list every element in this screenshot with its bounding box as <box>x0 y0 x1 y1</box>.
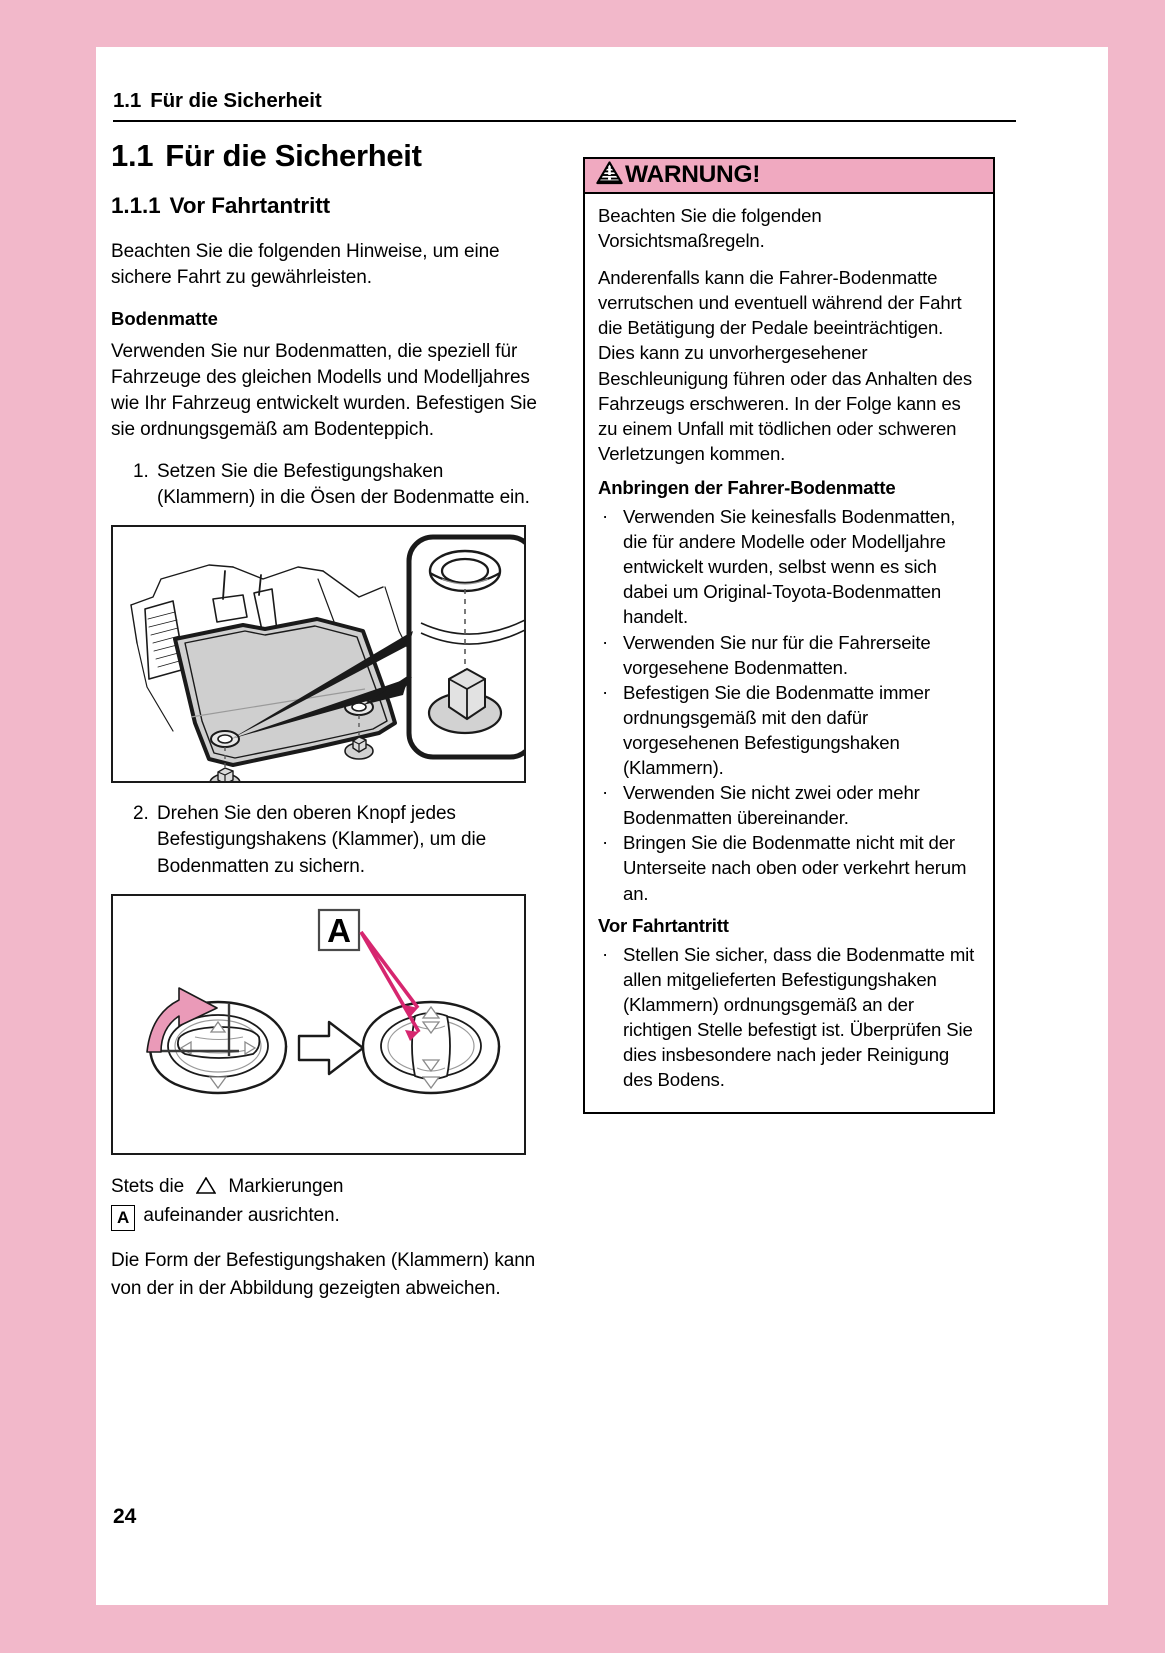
floor-mat-illustration <box>113 527 524 781</box>
bullet-text: Verwenden Sie keinesfalls Bodenmatten, die für andere Modelle oder Modelljahre entwickelt wurden, selbst wenn es sich dabei um Original-Toyota-Bodenmatten handelt. <box>623 506 956 628</box>
running-header-number: 1.1 <box>113 89 142 112</box>
warning-triangle-icon <box>596 161 623 190</box>
header-divider <box>113 120 1016 122</box>
note-align-middle: Markierungen <box>228 1175 344 1197</box>
bullet-icon: · <box>602 942 609 964</box>
right-column <box>583 157 995 1114</box>
page-sheet <box>96 47 1108 1605</box>
section-number: 1.1.1 <box>111 193 161 219</box>
note-align-suffix: aufeinander ausrichten. <box>143 1205 340 1227</box>
left-column <box>111 139 543 1318</box>
bullet-text: Stellen Sie sicher, dass die Bodenmatte mit allen mitgelieferten Befestigungshaken (Klammern) ordnungsgemäß an der richtigen Stelle befestigt ist. Überprüfen Sie dies insbesondere nach jeder Reinigung des Bodens. <box>623 943 975 1091</box>
bullet-icon: · <box>602 630 609 652</box>
intro-paragraph: Beachten Sie die folgenden Hinweise, um eine sichere Fahrt zu gewährleisten. <box>111 241 500 289</box>
bullet-text: Verwenden Sie nicht zwei oder mehr Bodenmatten übereinander. <box>623 782 920 829</box>
figure-knob-rotation <box>111 894 526 1155</box>
figure-floor-mat <box>111 525 526 783</box>
warning-lead-1: Beachten Sie die folgenden Vorsichtsmaßregeln. <box>598 205 822 252</box>
bullet-text: Bringen Sie die Bodenmatte nicht mit der Unterseite nach oben oder verkehrt herum an. <box>623 832 967 904</box>
warning-group-2-list <box>598 942 981 1093</box>
warning-title: WARNUNG! <box>625 161 761 188</box>
warning-body <box>585 194 993 1112</box>
list-item <box>598 780 981 830</box>
bullet-icon: · <box>602 831 609 853</box>
knob-rotation-illustration <box>113 896 524 1153</box>
note-alignment <box>111 1173 543 1232</box>
warning-box <box>583 157 995 1114</box>
running-header-title: Für die Sicherheit <box>150 89 322 112</box>
bullet-text: Befestigen Sie die Bodenmatte immer ordnungsgemäß mit den dafür vorgesehenen Befestigungshaken (Klammern). <box>623 681 930 779</box>
note-shape: Die Form der Befestigungshaken (Klammern) kann von der in der Abbildung gezeigten abweichen. <box>111 1250 536 1299</box>
callout-a-label: A <box>111 1205 135 1231</box>
note-align-prefix: Stets die <box>111 1175 185 1197</box>
svg-text:A: A <box>327 911 351 949</box>
step-text: Drehen Sie den oberen Knopf jedes Befestigungshakens (Klammer), um die Bodenmatten zu sichern. <box>157 803 487 877</box>
warning-header <box>585 159 993 194</box>
list-item <box>598 630 981 680</box>
subheading-bodenmatte: Bodenmatte <box>111 308 218 330</box>
triangle-marker-icon <box>196 1175 216 1203</box>
bullet-text: Verwenden Sie nur für die Fahrerseite vorgesehene Bodenmatten. <box>623 631 931 678</box>
chapter-title <box>111 139 543 172</box>
page-bleed-right <box>1108 0 1165 1653</box>
step-text: Setzen Sie die Befestigungshaken (Klammern) in die Ösen der Bodenmatte ein. <box>157 461 530 509</box>
bullet-icon: · <box>602 505 609 527</box>
bodenmatte-paragraph: Verwenden Sie nur Bodenmatten, die speziell für Fahrzeuge des gleichen Modells und Modelljahres wie Ihr Fahrzeug entwickelt wurden. Befestigen Sie sie ordnungsgemäß am Bodenteppich. <box>111 341 537 441</box>
page-bleed-top <box>0 0 1165 47</box>
step-marker: 2. <box>133 803 149 825</box>
bullet-icon: · <box>602 781 609 803</box>
chapter-number: 1.1 <box>111 138 154 173</box>
list-item <box>598 942 981 1093</box>
section-title-text: Vor Fahrtantritt <box>169 193 331 219</box>
warning-lead-2: Anderenfalls kann die Fahrer-Bodenmatte verrutschen und eventuell während der Fahrt die Betätigung der Pedale beeinträchtigen. Dies kann zu unvorhergesehener Beschleunigung führen oder das Anhalten des Fahrzeugs erschweren. In der Folge kann es zu einem Unfall mit tödlichen oder schweren Verletzungen kommen. <box>598 267 972 464</box>
chapter-title-text: Für die Sicherheit <box>165 138 422 173</box>
step-marker: 1. <box>133 461 149 483</box>
page-number: 24 <box>113 1505 137 1528</box>
list-item <box>598 504 981 629</box>
warning-group-1-heading: Anbringen der Fahrer-Bodenmatte <box>598 476 896 498</box>
warning-group-2-heading: Vor Fahrtantritt <box>598 914 729 936</box>
list-item <box>598 830 981 905</box>
step-list-1 <box>111 459 543 511</box>
page-bleed-bottom <box>0 1605 1165 1653</box>
list-item <box>111 801 543 879</box>
list-item <box>111 459 543 511</box>
bullet-icon: · <box>602 680 609 702</box>
transition-arrow <box>299 1022 363 1074</box>
step-list-2 <box>111 801 543 879</box>
warning-group-1-list <box>598 504 981 906</box>
list-item <box>598 680 981 780</box>
page-bleed-left <box>0 0 96 1653</box>
section-title <box>111 194 543 219</box>
running-header <box>113 89 1016 113</box>
